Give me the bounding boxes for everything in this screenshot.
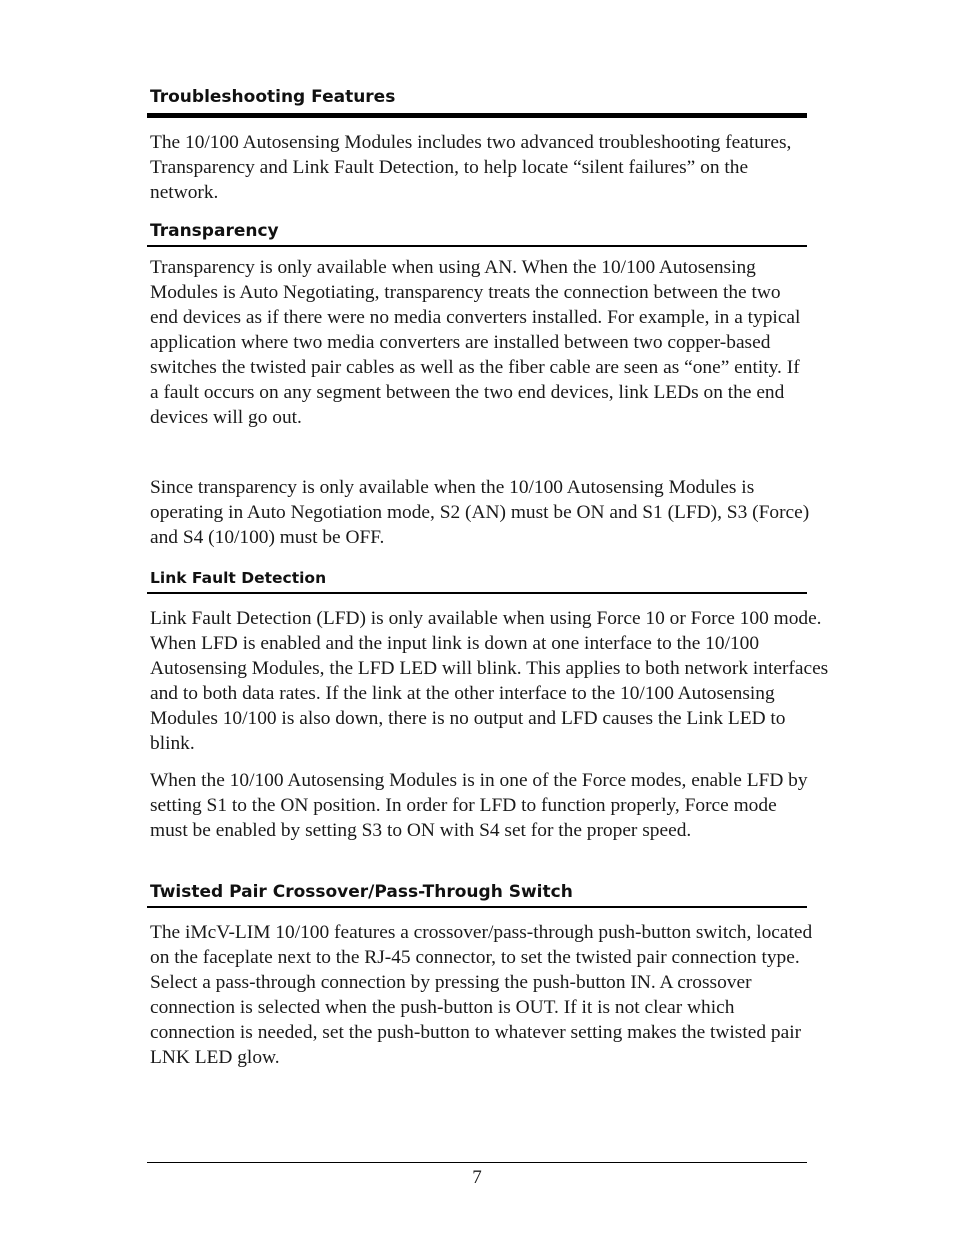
text-line: application where two media converters are installed between two copper-based [150, 332, 771, 353]
footer-rule [147, 1162, 807, 1163]
heading-rule [147, 245, 807, 247]
text-line: Modules 10/100 is also down, there is no output and LFD causes the Link LED to [150, 708, 786, 729]
heading-rule [147, 906, 807, 908]
paragraph-crossover [150, 920, 813, 1070]
text-line: connection is needed, set the push-button to whatever setting makes the twisted pair [150, 1022, 802, 1043]
text-line: Select a pass-through connection by pressing the push-button IN. A crossover [150, 972, 752, 993]
text-line: end devices as if there were no media converters installed. For example, in a typical [150, 307, 801, 328]
paragraph-troubleshooting-intro [150, 130, 810, 205]
text-line: Autosensing Modules, the LFD LED will blink. This applies to both network interfaces [150, 658, 829, 679]
text-line: LNK LED glow. [150, 1047, 280, 1068]
section-heading-transparency: Transparency [150, 221, 279, 241]
text-line: must be enabled by setting S3 to ON with S4 set for the proper speed. [150, 820, 692, 841]
text-line: The 10/100 Autosensing Modules includes two advanced troubleshooting features, [150, 132, 792, 153]
section-heading-crossover: Twisted Pair Crossover/Pass-Through Switch [150, 882, 573, 902]
text-line: switches the twisted pair cables as well as the fiber cable are seen as “one” entity. If [150, 357, 800, 378]
text-line: on the faceplate next to the RJ-45 connector, to set the twisted pair connection type. [150, 947, 800, 968]
paragraph-lfd-1 [150, 606, 829, 756]
text-line: and S4 (10/100) must be OFF. [150, 527, 385, 548]
text-line: Transparency is only available when using AN. When the 10/100 Autosensing [150, 257, 756, 278]
text-line: setting S1 to the ON position. In order for LFD to function properly, Force mode [150, 795, 777, 816]
text-line: When the 10/100 Autosensing Modules is in one of the Force modes, enable LFD by [150, 770, 808, 791]
text-line: blink. [150, 733, 195, 754]
text-line: operating in Auto Negotiation mode, S2 (AN) must be ON and S1 (LFD), S3 (Force) [150, 502, 810, 523]
heading-rule [147, 113, 807, 118]
section-heading-troubleshooting: Troubleshooting Features [150, 87, 396, 107]
section-heading-lfd: Link Fault Detection [150, 569, 327, 587]
heading-rule [147, 592, 807, 594]
text-line: network. [150, 182, 219, 203]
text-line: devices will go out. [150, 407, 302, 428]
text-line: Since transparency is only available when the 10/100 Autosensing Modules is [150, 477, 755, 498]
paragraph-transparency-1 [150, 255, 810, 430]
text-line: a fault occurs on any segment between the two end devices, link LEDs on the end [150, 382, 785, 403]
text-line: connection is selected when the push-button is OUT. If it is not clear which [150, 997, 735, 1018]
paragraph-transparency-2 [150, 475, 810, 550]
paragraph-lfd-2 [150, 768, 810, 843]
text-line: The iMcV-LIM 10/100 features a crossover/pass-through push-button switch, located [150, 922, 813, 943]
page-number: 7 [472, 1167, 482, 1188]
text-line: and to both data rates. If the link at the other interface to the 10/100 Autosensing [150, 683, 775, 704]
text-line: When LFD is enabled and the input link is down at one interface to the 10/100 [150, 633, 760, 654]
text-line: Link Fault Detection (LFD) is only available when using Force 10 or Force 100 mode. [150, 608, 822, 629]
text-line: Modules is Auto Negotiating, transparency treats the connection between the two [150, 282, 781, 303]
text-line: Transparency and Link Fault Detection, to help locate “silent failures” on the [150, 157, 749, 178]
